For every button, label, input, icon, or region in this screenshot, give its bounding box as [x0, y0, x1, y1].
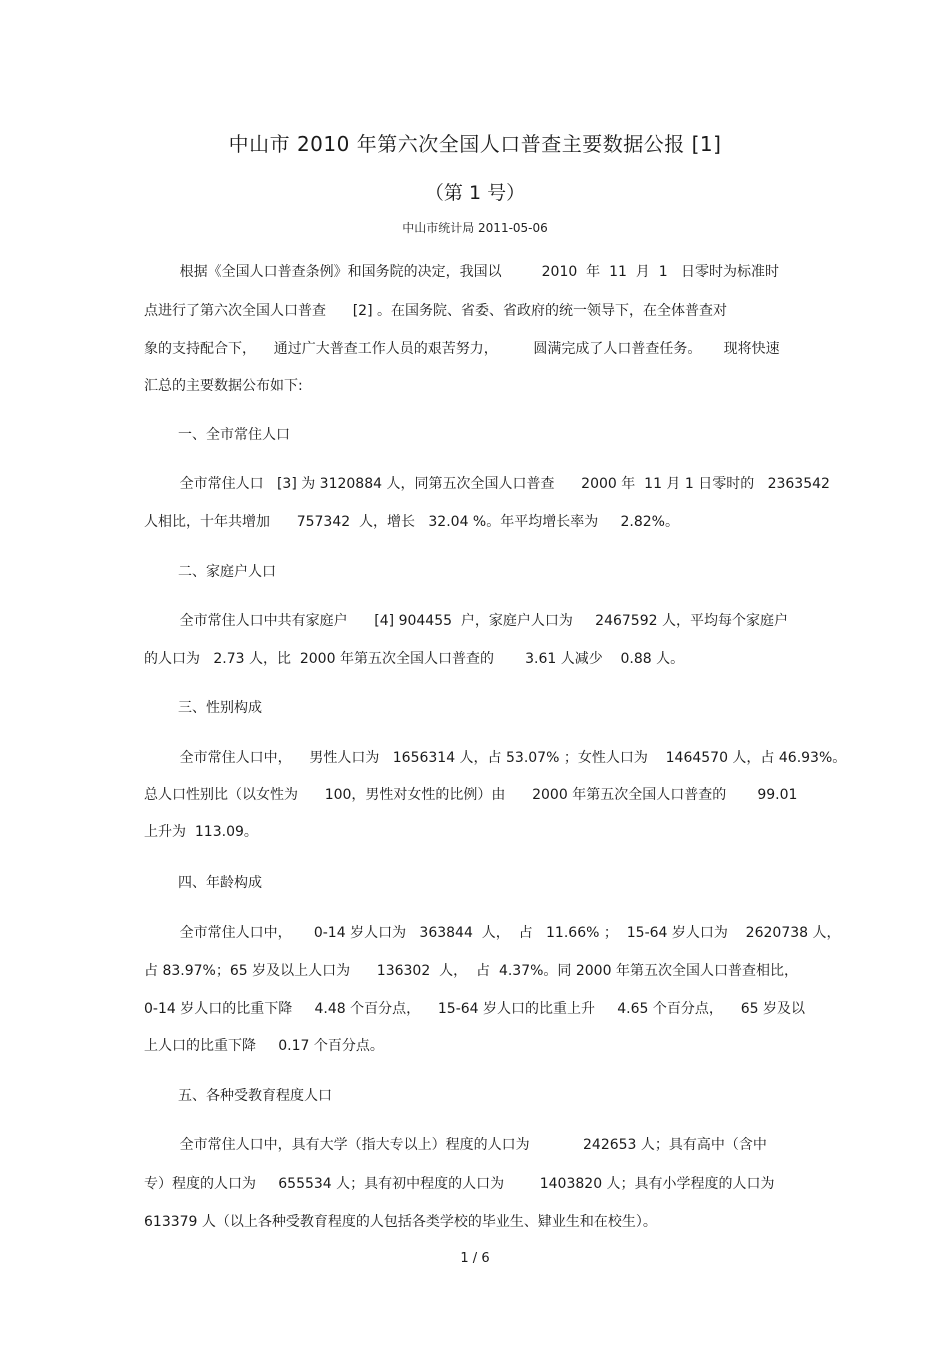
section-heading: 一、全市常住人口: [178, 427, 290, 443]
section-heading: 四、年龄构成: [178, 875, 262, 891]
section-heading: 五、各种受教育程度人口: [178, 1088, 332, 1104]
paragraph-line: 全市常住人口中共有家庭户 [4] 904455 户，家庭户人口为 2467592 人，平均每个家庭户: [144, 613, 788, 629]
paragraph-line: 的人口为 2.73 人，比 2000 年第五次全国人口普查的 3.61 人减少 0.88 人。: [144, 651, 685, 667]
paragraph-line: 人相比，十年共增加 757342 人，增长 32.04 %。年平均增长率为 2.82%。: [144, 514, 679, 530]
intro-line: 汇总的主要数据公布如下:: [144, 378, 303, 394]
paragraph-line: 占 83.97%；65 岁及以上人口为 136302 人， 占 4.37%。同 2000 年第五次全国人口普查相比，: [144, 963, 798, 979]
document-meta: 中山市统计局 2011-05-06: [402, 221, 548, 235]
paragraph-line: 全市常住人口中， 0-14 岁人口为 363844 人， 占 11.66% ； 15-64 岁人口为 2620738 人，: [144, 925, 841, 941]
paragraph-line: 上升为 113.09。: [144, 824, 258, 840]
paragraph-line: 上人口的比重下降 0.17 个百分点。: [144, 1038, 384, 1054]
paragraph-line: 全市常住人口 [3] 为 3120884 人，同第五次全国人口普查 2000 年 11 月 1 日零时的 2363542: [144, 476, 830, 492]
paragraph-line: 总人口性别比（以女性为 100，男性对女性的比例）由 2000 年第五次全国人口普查的 99.01: [144, 787, 798, 803]
intro-line: 象的支持配合下， 通过广大普查工作人员的艰苦努力， 圆满完成了人口普查任务。 现将快速: [144, 341, 780, 357]
paragraph-line: 613379 人（以上各种受教育程度的人包括各类学校的毕业生、肄业生和在校生）。: [144, 1214, 657, 1230]
paragraph-line: 全市常住人口中，具有大学（指大专以上）程度的人口为 242653 人；具有高中（含中: [144, 1137, 767, 1153]
paragraph-line: 全市常住人口中， 男性人口为 1656314 人，占 53.07% ；女性人口为 1464570 人，占 46.93%。: [144, 750, 847, 766]
document-title: 中山市 2010 年第六次全国人口普查主要数据公报 [1]: [228, 132, 722, 156]
section-heading: 二、家庭户人口: [178, 564, 276, 580]
page-number: 1 / 6: [460, 1251, 490, 1266]
intro-line: 点进行了第六次全国人口普查 [2] 。在国务院、省委、省政府的统一领导下，在全体普查对: [144, 303, 727, 319]
intro-line: 根据《全国人口普查条例》和国务院的决定，我国以 2010 年 11 月 1 日零时为标准时: [144, 264, 779, 280]
section-heading: 三、性别构成: [178, 700, 262, 716]
document-subtitle: （第 1 号）: [424, 182, 526, 204]
paragraph-line: 0-14 岁人口的比重下降 4.48 个百分点， 15-64 岁人口的比重上升 4.65 个百分点， 65 岁及以: [144, 1001, 805, 1017]
paragraph-line: 专）程度的人口为 655534 人；具有初中程度的人口为 1403820 人；具有小学程度的人口为: [144, 1176, 775, 1192]
